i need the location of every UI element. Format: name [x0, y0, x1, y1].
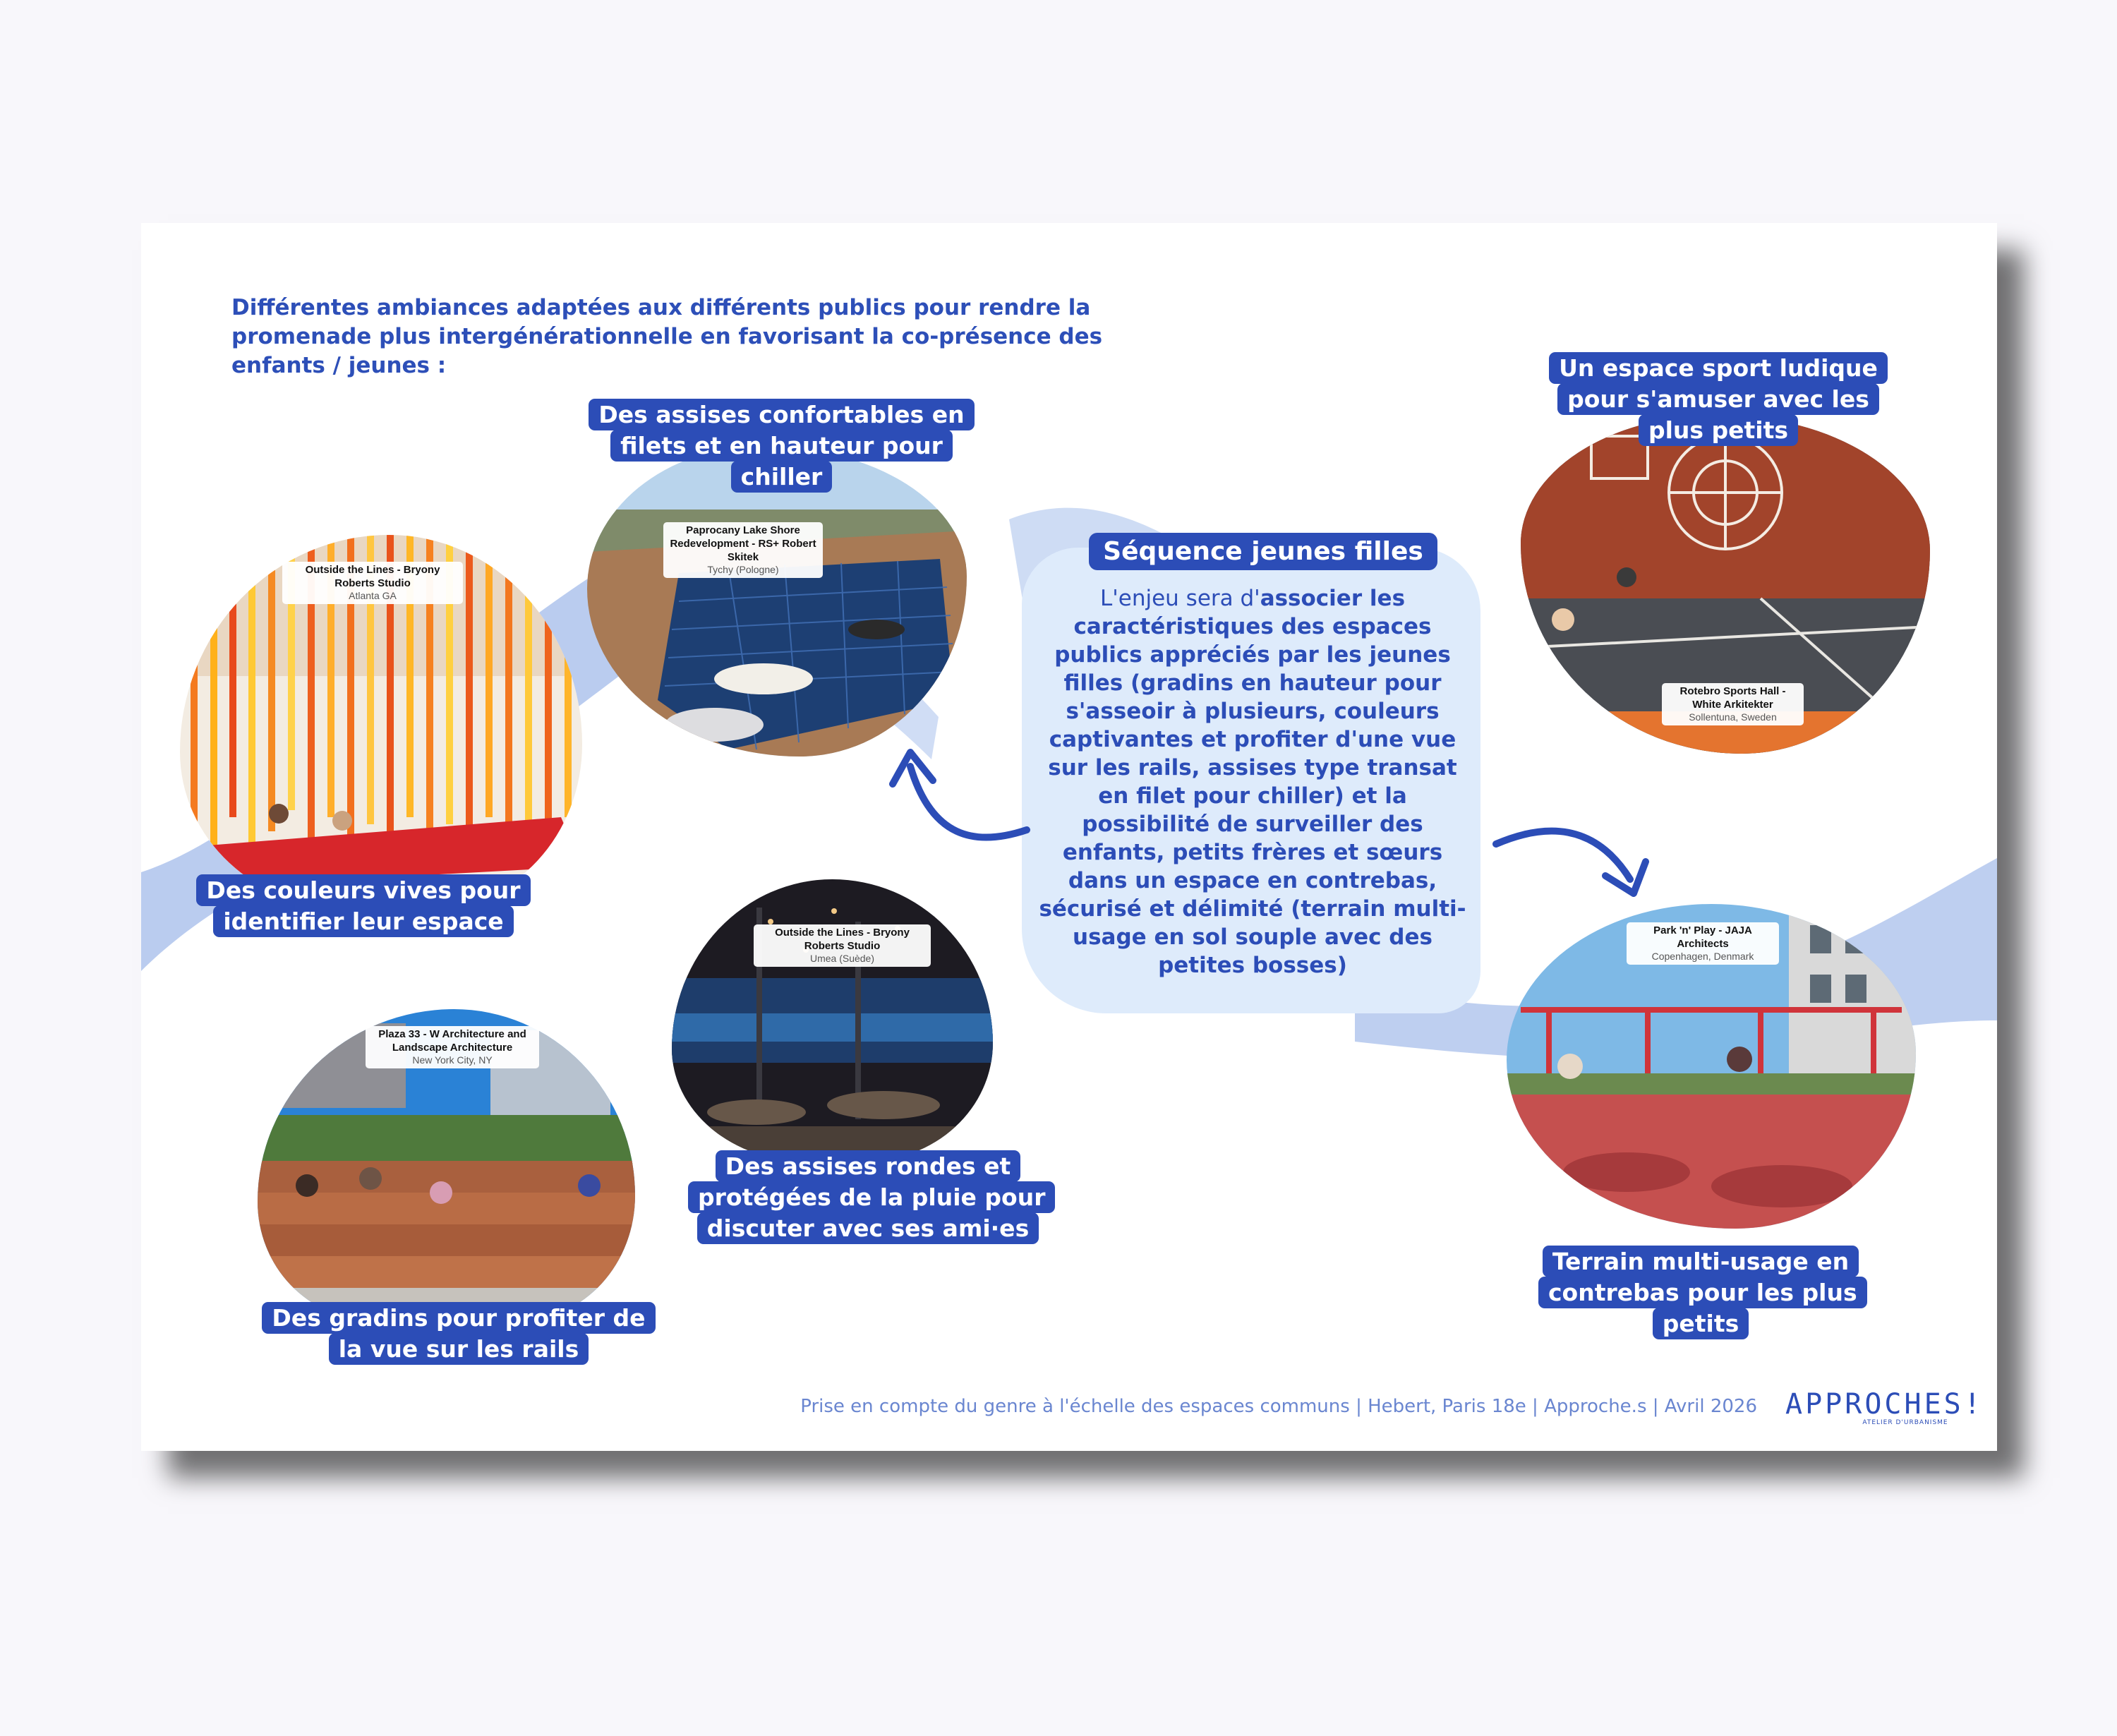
- credit-place: New York City, NY: [412, 1054, 493, 1066]
- curved-arrow-icon: [868, 724, 1037, 858]
- credit-title: Park 'n' Play - JAJA Architects: [1653, 924, 1752, 950]
- credit-nets: [663, 522, 823, 578]
- credit-round-seats: [754, 924, 931, 967]
- caption-round-seats: [688, 1151, 1048, 1244]
- credit-place: Sollentuna, Sweden: [1689, 711, 1777, 723]
- caption-text: Des assises rondes et protégées de la pluie pour discuter avec ses ami·es: [688, 1150, 1055, 1244]
- credit-title: Plaza 33 - W Architecture and Landscape Architecture: [378, 1028, 526, 1054]
- credit-place: Copenhagen, Denmark: [1651, 951, 1754, 962]
- caption-colors: [194, 875, 533, 937]
- credit-bleachers: [366, 1026, 539, 1068]
- credit-sport: [1662, 683, 1804, 725]
- credit-title: Paprocany Lake Shore Redevelopment - RS+ Robert Skitek: [670, 524, 816, 563]
- intro-text: Différentes ambiances adaptées aux différents publics pour rendre la promenade plus intergénérationnelle en favorisant la co-présence des enfants / jeunes :: [231, 295, 1103, 378]
- credit-terrain: [1627, 922, 1779, 965]
- credit-place: Tychy (Pologne): [707, 564, 779, 575]
- credit-place: Umea (Suède): [809, 953, 875, 964]
- slide: [141, 223, 1997, 1451]
- central-intro: L'enjeu sera d': [1099, 586, 1260, 611]
- curved-arrow-icon: [1489, 816, 1658, 908]
- caption-nets: [579, 399, 984, 493]
- credit-title: Outside the Lines - Bryony Roberts Studio: [775, 927, 910, 952]
- credit-title: Outside the Lines - Bryony Roberts Studio: [305, 564, 440, 589]
- central-title: [1080, 534, 1447, 570]
- caption-bleachers: [261, 1303, 656, 1365]
- caption-text: Terrain multi-usage en contrebas pour les plus petits: [1538, 1246, 1867, 1339]
- credit-colors: [282, 562, 463, 604]
- caption-text: Des assises confortables en filets et en hauteur pour chiller: [589, 399, 974, 493]
- central-body: associer les caractéristiques des espaces publics appréciés par les jeunes filles (gradins en hauteur pour s'asseoir à plusieurs, couleurs captivantes et profiter d'une vue sur les rails, assises type transat en filet pour chiller) et la possibilité de surveiller des enfants, petits frères et sœurs dans un espace en contrebas, sécurisé et délimité (terrain multi-usage en sol souple avec des petites bosses): [1039, 586, 1466, 978]
- credit-place: Atlanta GA: [349, 590, 397, 601]
- caption-text: Un espace sport ludique pour s'amuser avec les plus petits: [1549, 352, 1888, 446]
- footer-text: Prise en compte du genre à l'échelle des espaces communs | Hebert, Paris 18e | Approche.s | Avril 2026: [800, 1396, 1757, 1417]
- logo-word: APPROCHES!: [1785, 1388, 1984, 1421]
- central-text: [1034, 584, 1471, 979]
- central-title-text: Séquence jeunes filles: [1089, 533, 1437, 570]
- brand-logo: [1785, 1388, 1984, 1428]
- caption-text: Des couleurs vives pour identifier leur espace: [196, 874, 530, 937]
- caption-text: Des gradins pour profiter de la vue sur les rails: [262, 1302, 655, 1365]
- caption-terrain: [1538, 1246, 1863, 1339]
- logo-sub: ATELIER D'URBANISME: [1862, 1419, 1948, 1426]
- caption-sport: [1535, 353, 1902, 446]
- credit-title: Rotebro Sports Hall - White Arkitekter: [1679, 685, 1786, 711]
